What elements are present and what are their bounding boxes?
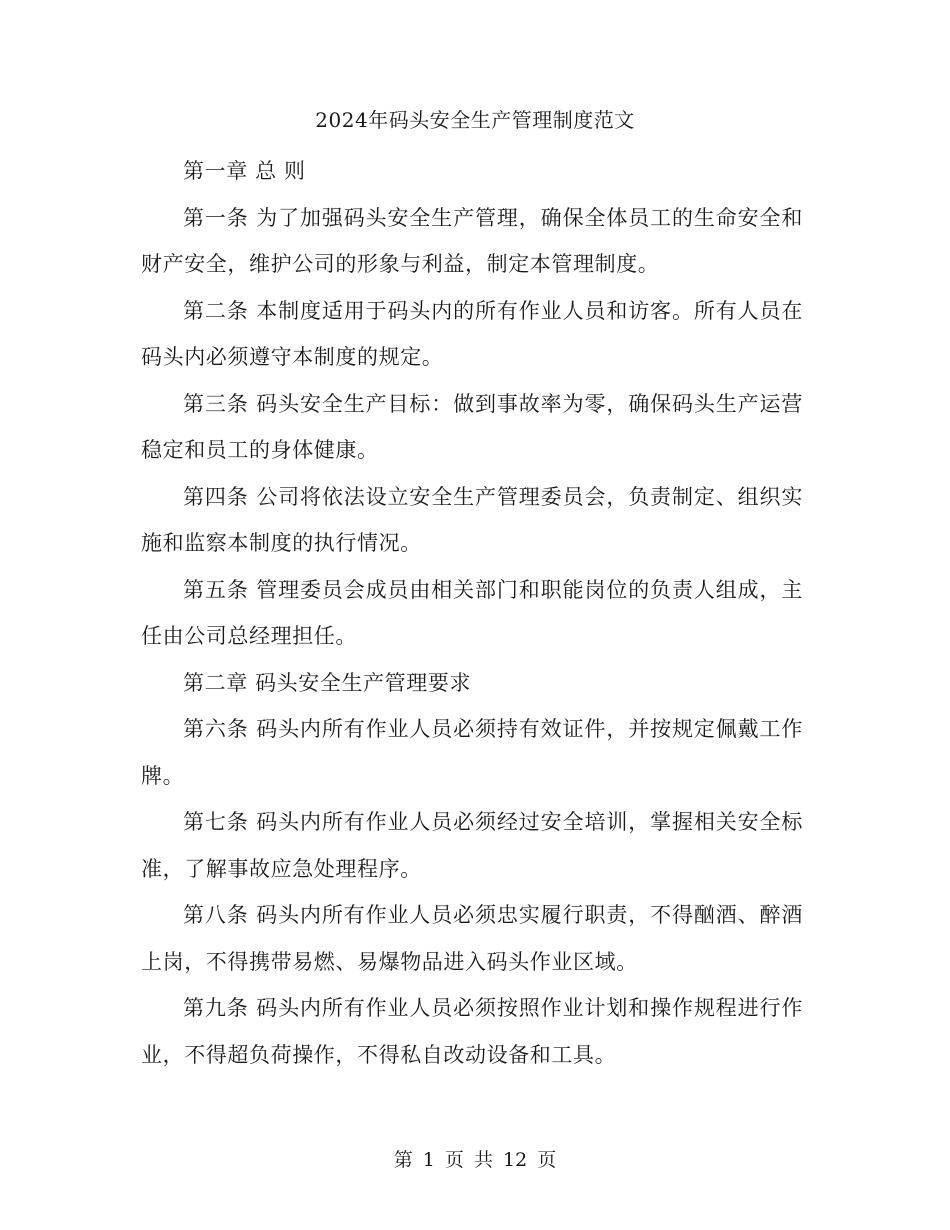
article-1: 第一条 为了加强码头安全生产管理，确保全体员工的生命安全和财产安全，维护公司的形象与利益，制定本管理制度。 [141, 205, 803, 276]
article-7: 第七条 码头内所有作业人员必须经过安全培训，掌握相关安全标准，了解事故应急处理程序。 [141, 810, 803, 881]
article-2: 第二条 本制度适用于码头内的所有作业人员和访客。所有人员在码头内必须遵守本制度的规定。 [141, 298, 803, 369]
article-6: 第六条 码头内所有作业人员必须持有效证件，并按规定佩戴工作牌。 [141, 717, 803, 788]
article-5: 第五条 管理委员会成员由相关部门和职能岗位的负责人组成，主任由公司总经理担任。 [141, 577, 803, 648]
page-number-footer: 第 1 页 共 12 页 [393, 1149, 557, 1171]
chapter-heading-2: 第二章 码头安全生产管理要求 [183, 670, 472, 695]
chapter-heading-1: 第一章 总 则 [183, 159, 306, 183]
article-4: 第四条 公司将依法设立安全生产管理委员会，负责制定、组织实施和监察本制度的执行情况。 [141, 484, 803, 555]
article-8: 第八条 码头内所有作业人员必须忠实履行职责，不得酗酒、醉酒上岗，不得携带易燃、易爆物品进入码头作业区域。 [141, 903, 803, 974]
article-9: 第九条 码头内所有作业人员必须按照作业计划和操作规程进行作业，不得超负荷操作，不得私自改动设备和工具。 [141, 996, 803, 1067]
article-3: 第三条 码头安全生产目标：做到事故率为零，确保码头生产运营稳定和员工的身体健康。 [141, 391, 803, 462]
document-body [141, 148, 803, 1078]
document-title: 2024年码头安全生产管理制度范文 [315, 108, 635, 132]
